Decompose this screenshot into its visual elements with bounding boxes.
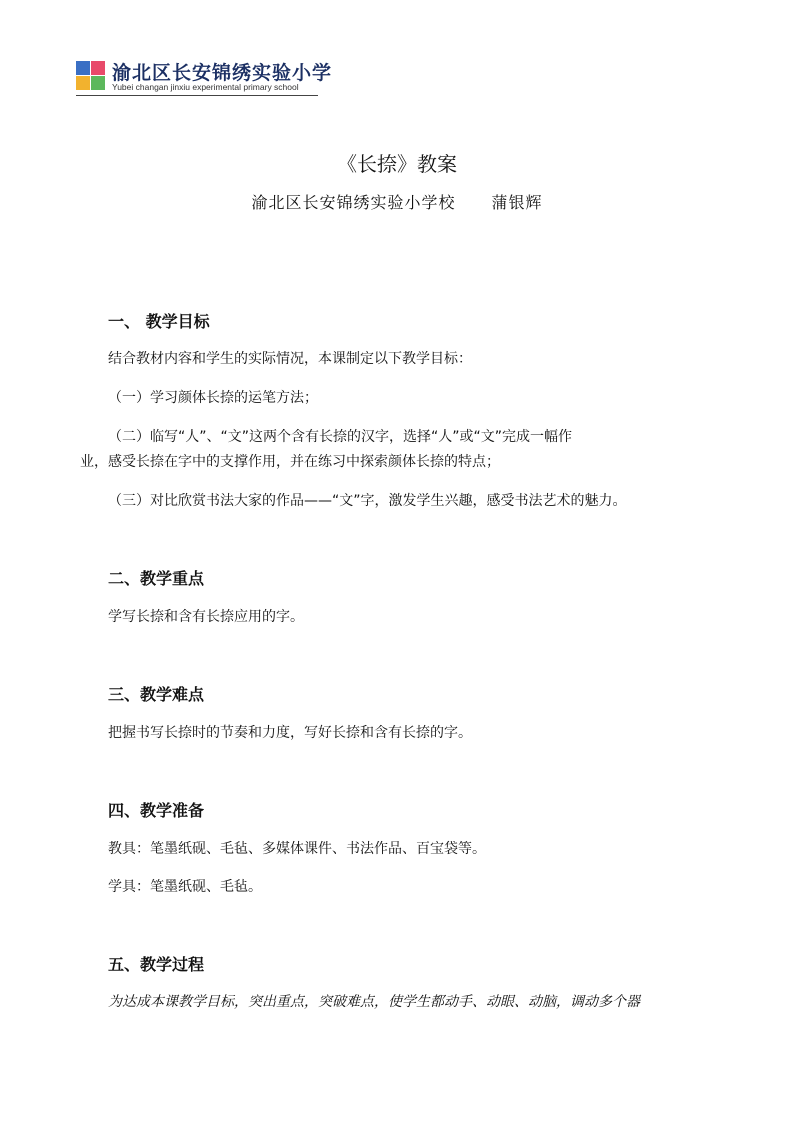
section-heading-key-points: 二、教学重点 — [108, 569, 205, 588]
school-logo — [76, 58, 333, 98]
section-heading-difficulties: 三、教学难点 — [108, 685, 205, 704]
objective-item-2: （二）临写“人”、“文”这两个含有长捺的汉字，选择“人”或“文”完成一幅作 — [108, 429, 573, 445]
header-divider — [76, 95, 318, 96]
difficulties-body: 把握书写长捺时的节奏和力度，写好长捺和含有长捺的字。 — [108, 725, 472, 741]
author-line — [0, 190, 794, 213]
objective-item-3: （三）对比欣赏书法大家的作品——“文”字，激发学生兴趣，感受书法艺术的魅力。 — [108, 493, 627, 509]
objectives-intro: 结合教材内容和学生的实际情况，本课制定以下教学目标： — [108, 351, 472, 367]
section-heading-process: 五、教学过程 — [108, 955, 205, 974]
section-heading-preparation: 四、教学准备 — [108, 801, 205, 820]
process-body: 为达成本课教学目标，突出重点，突破难点，使学生都动手、动眼、动脑，调动多个器 — [108, 994, 640, 1010]
document-title: 《长捺》教案 — [337, 152, 457, 176]
student-materials: 学具：笔墨纸砚、毛毡。 — [108, 879, 262, 895]
teacher-materials: 教具：笔墨纸砚、毛毡、多媒体课件、书法作品、百宝袋等。 — [108, 841, 486, 857]
school-name-cn: 渝北区长安锦绣实验小学 — [112, 62, 333, 84]
author-name: 蒲银辉 — [491, 193, 543, 212]
objective-item-1: （一）学习颜体长捺的运笔方法； — [108, 390, 318, 406]
objective-item-2-cont: 业，感受长捺在字中的支撑作用，并在练习中探索颜体长捺的特点； — [80, 454, 500, 470]
logo-mark-icon — [76, 61, 106, 91]
key-points-body: 学写长捺和含有长捺应用的字。 — [108, 609, 304, 625]
school-name-en: Yubei changan jinxiu experimental primary school — [112, 82, 299, 92]
author-school: 渝北区长安锦绣实验小学校 — [251, 193, 456, 212]
section-heading-objectives: 一、 教学目标 — [108, 312, 210, 331]
